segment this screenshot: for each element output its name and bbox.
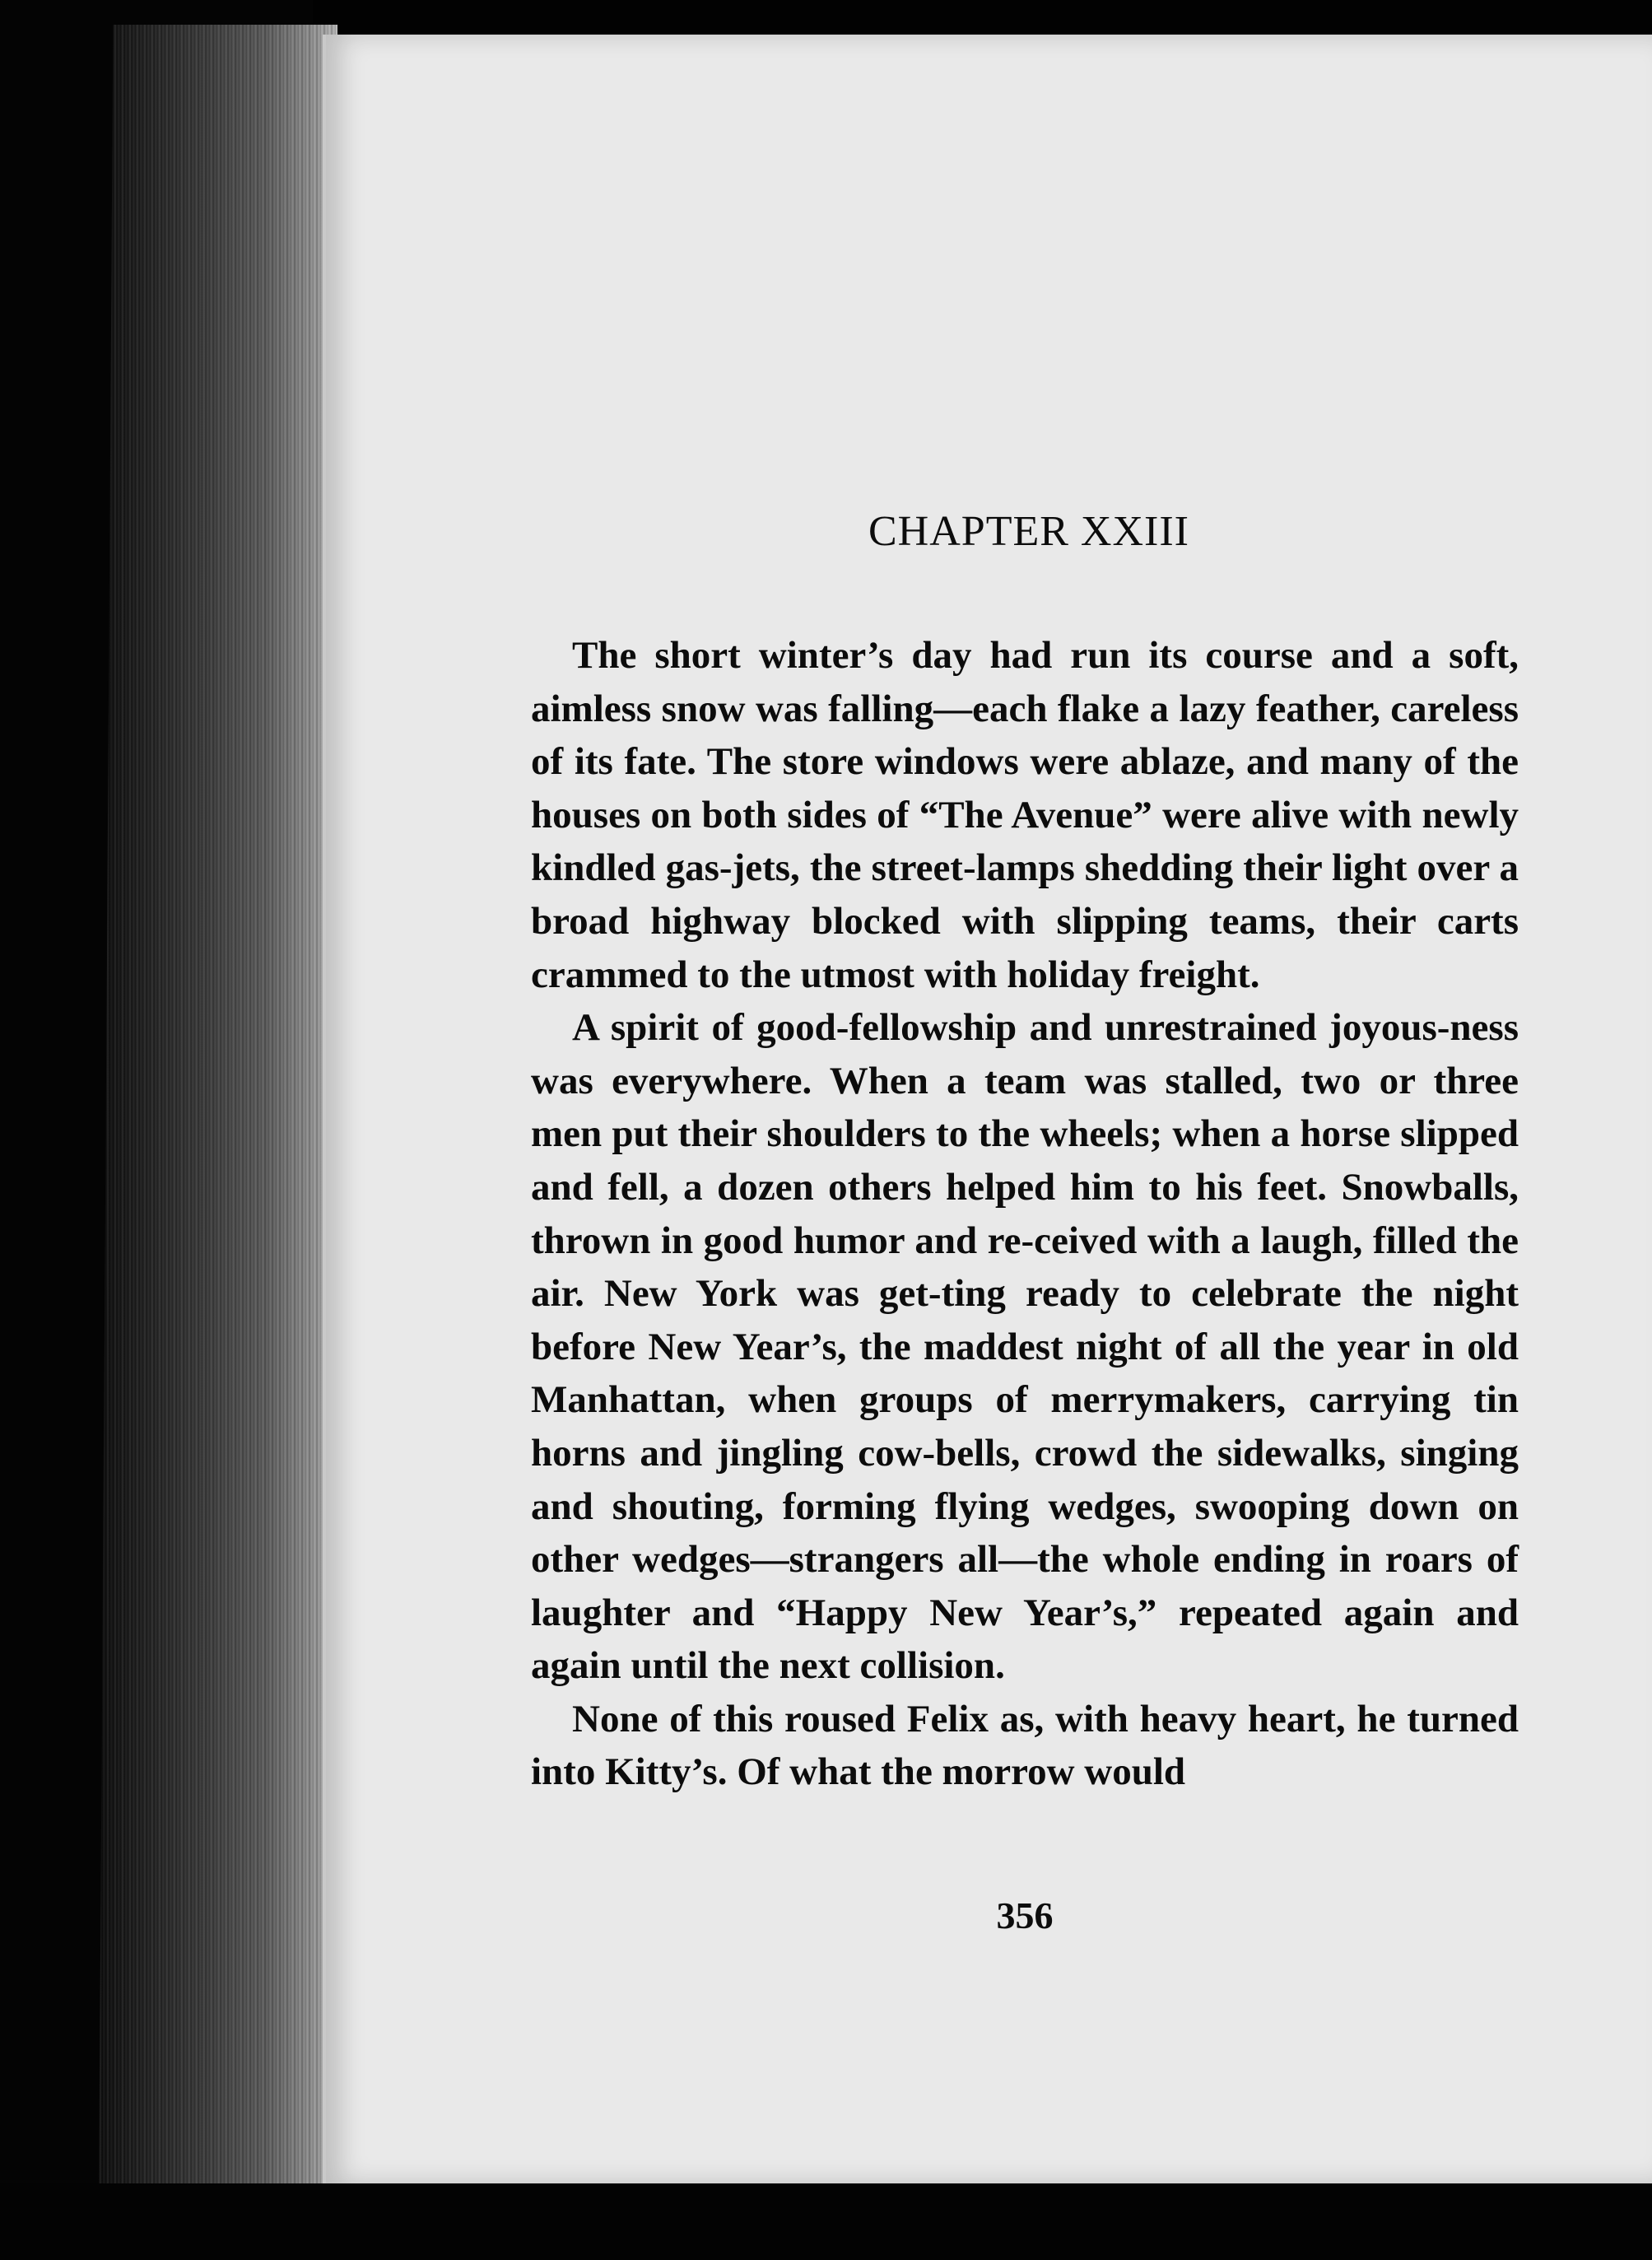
- page-number: 356: [996, 1894, 1054, 1936]
- paragraph-2: A spirit of good-fellowship and unrestrained joyous-ness was everywhere. When a team was stalled, two or three men put their shoulders to the wheels; when a horse slipped and fell, a dozen others helped him to his feet. Snowballs, thrown in good humor and re-ceived with a laugh, filled the air. New York was get-ting ready to celebrate the night before New Year’s, the maddest night of all the year in old Manhattan, when groups of merrymakers, carrying tin horns and jingling cow-bells, crowd the sidewalks, singing and shouting, forming flying wedges, swooping down on other wedges—strangers all—the whole ending in roars of laughter and “Happy New Year’s,” repeated again and again until the next collision.: [531, 1006, 1519, 1688]
- book-page-edges: [99, 25, 337, 2198]
- chapter-title: CHAPTER XXIII: [868, 508, 1189, 555]
- page-text-block: [531, 494, 1519, 1799]
- paragraph-1: The short winter’s day had run its course and a soft, aimless snow was falling—each flake a lazy feather, careless of its fate. The store windows were ablaze, and many of the houses on both sides of “The Avenue” were alive with newly kindled gas-jets, the street-lamps shedding their light over a broad highway blocked with slipping teams, their carts crammed to the utmost with holiday freight.: [531, 634, 1519, 996]
- scan-border-top: [313, 0, 1652, 35]
- paragraph-3: None of this roused Felix as, with heavy heart, he turned into Kitty’s. Of what the morrow would: [531, 1697, 1519, 1794]
- scan-border-bottom: [0, 2183, 1652, 2260]
